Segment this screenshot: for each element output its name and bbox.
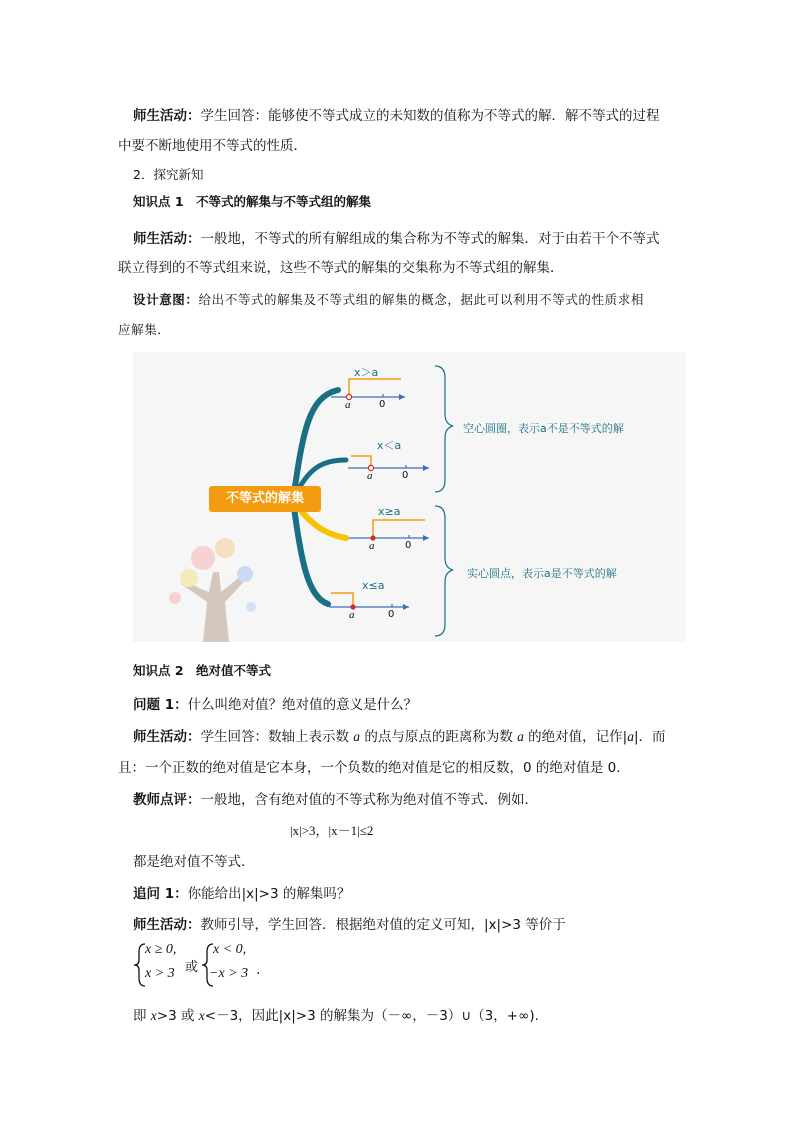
number-line-3 bbox=[349, 520, 429, 541]
center-label-box bbox=[209, 486, 321, 512]
inequality-label-1: x＞a bbox=[354, 366, 379, 379]
system-or: 或 bbox=[185, 960, 199, 975]
system-left-top: x ≥ 0, bbox=[145, 942, 177, 957]
question-1-text: 什么叫绝对值？绝对值的意义是什么？ bbox=[187, 697, 418, 713]
label-design-intent: 设计意图： bbox=[133, 292, 199, 307]
label-follow-up-1: 追问 1： bbox=[133, 886, 188, 902]
design-intent-line-1 bbox=[133, 290, 644, 308]
tree-decoration bbox=[169, 538, 256, 642]
number-line-1 bbox=[331, 379, 405, 400]
paragraph-4 bbox=[133, 913, 566, 933]
follow-up-1-text: 你能给出|x|>3 的解集吗？ bbox=[187, 886, 351, 902]
conclusion-x-1: x bbox=[150, 1008, 157, 1023]
p3-text-c: 的绝对值，记作| bbox=[523, 729, 628, 745]
paragraph-1-text-1: 学生回答：能够使不等式成立的未知数的值称为不等式的解．解不等式的过程 bbox=[200, 108, 660, 124]
point-label-a-1: a bbox=[345, 399, 351, 411]
label-question-1: 问题 1： bbox=[133, 697, 188, 713]
origin-label-3: 0 bbox=[405, 540, 412, 551]
are-absolute-inequalities: 都是绝对值不等式． bbox=[133, 854, 255, 870]
number-line-2 bbox=[348, 456, 429, 471]
conclusion bbox=[133, 1004, 539, 1024]
paragraph-3-line-2: 且：一个正数的绝对值是它本身，一个负数的绝对值是它的相反数，0 的绝对值是 0． bbox=[118, 760, 630, 776]
inequality-system bbox=[133, 940, 293, 990]
number-line-4 bbox=[329, 593, 409, 610]
label-teacher-student-activity: 师生活动： bbox=[133, 108, 201, 124]
point-label-a-2: a bbox=[367, 470, 373, 482]
conclusion-a: 即 bbox=[133, 1008, 151, 1024]
point-label-a-4: a bbox=[349, 609, 355, 621]
follow-up-question-1 bbox=[133, 882, 350, 902]
label-teacher-student-activity: 师生活动： bbox=[133, 917, 201, 933]
conclusion-b: >3 或 bbox=[156, 1008, 199, 1024]
origin-label-1: 0 bbox=[379, 399, 386, 410]
label-teacher-comment: 教师点评： bbox=[133, 792, 201, 808]
knowledge-point-2-heading: 知识点 2 绝对值不等式 bbox=[133, 663, 272, 678]
system-left-bottom: x > 3 bbox=[145, 966, 175, 981]
label-teacher-student-activity: 师生活动： bbox=[133, 231, 201, 247]
system-right-bottom: −x > 3 bbox=[209, 966, 249, 981]
paragraph-2-text-1: 一般地，不等式的所有解组成的集合称为不等式的解集．对于由若干个不等式 bbox=[200, 231, 660, 247]
paragraph-3-line-1 bbox=[133, 725, 666, 745]
paragraph-2-line-2: 联立得到的不等式组来说，这些不等式的解集的交集称为不等式组的解集． bbox=[118, 260, 564, 276]
origin-label-2: 0 bbox=[402, 470, 409, 481]
paragraph-2-line-1 bbox=[133, 227, 660, 247]
solution-set-mind-map bbox=[133, 352, 686, 642]
section-heading-2: 2．探究新知 bbox=[133, 167, 204, 182]
hollow-circle-note: 空心圆圈，表示a不是不等式的解 bbox=[463, 422, 624, 435]
inequality-label-3: x≥a bbox=[378, 505, 401, 518]
center-label: 不等式的解集 bbox=[225, 491, 304, 506]
design-intent-text-1: 给出不等式的解集及不等式组的解集的概念，据此可以利用不等式的性质求相 bbox=[198, 292, 644, 307]
system-right-top: x < 0, bbox=[213, 942, 247, 957]
p3-text-b: 的点与原点的距离称为数 bbox=[360, 729, 518, 745]
brace-lower bbox=[435, 506, 453, 636]
label-teacher-student-activity: 师生活动： bbox=[133, 729, 201, 745]
paragraph-1-line-2: 中要不断地使用不等式的性质． bbox=[118, 138, 307, 154]
branch-lower-2 bbox=[293, 500, 328, 604]
conclusion-c: <－3，因此|x|>3 的解集为（－∞，－3）∪（3，+∞). bbox=[204, 1008, 539, 1024]
p3-var-a-3: a bbox=[627, 729, 634, 744]
brace-upper bbox=[435, 366, 453, 492]
question-1 bbox=[133, 693, 417, 713]
p3-text-a: 学生回答：数轴上表示数 bbox=[200, 729, 354, 745]
p3-var-a-1: a bbox=[353, 729, 361, 744]
design-intent-line-2: 应解集． bbox=[118, 322, 171, 337]
p3-var-a-2: a bbox=[517, 729, 524, 744]
p3-text-d: |．而 bbox=[633, 729, 666, 745]
origin-label-4: 0 bbox=[388, 609, 395, 620]
left-brace bbox=[134, 944, 145, 986]
paragraph-4-text: 教师引导，学生回答．根据绝对值的定义可知，|x|>3 等价于 bbox=[200, 917, 566, 933]
teacher-comment bbox=[133, 788, 538, 808]
teacher-comment-text: 一般地，含有绝对值的不等式称为绝对值不等式．例如． bbox=[200, 792, 538, 808]
solid-dot-note: 实心圆点，表示a是不等式的解 bbox=[467, 567, 617, 580]
conclusion-x-2: x bbox=[198, 1008, 205, 1023]
example-formula: |x|>3，|x－1|≤2 bbox=[290, 823, 374, 838]
point-label-a-3: a bbox=[369, 540, 375, 552]
inequality-label-4: x≤a bbox=[362, 579, 385, 592]
system-end-period: . bbox=[256, 962, 261, 978]
inequality-label-2: x＜a bbox=[377, 439, 402, 452]
knowledge-point-1-heading: 知识点 1 不等式的解集与不等式组的解集 bbox=[133, 194, 372, 209]
paragraph-1-line-1 bbox=[133, 104, 660, 124]
